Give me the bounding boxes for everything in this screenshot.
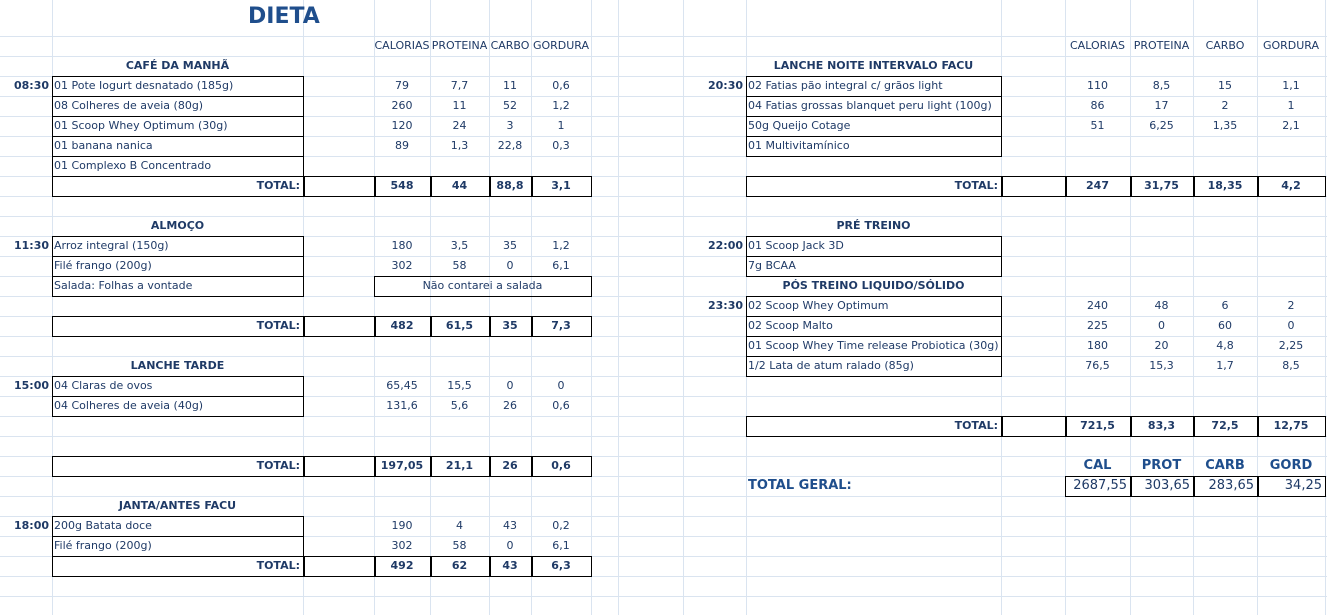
column-header[interactable]: GORDURA	[1262, 39, 1320, 52]
nutrient-value[interactable]: 6,1	[552, 259, 570, 272]
nutrient-value[interactable]: 180	[391, 239, 413, 252]
total-value[interactable]: 43	[502, 559, 518, 572]
total-value[interactable]: 21,1	[445, 459, 474, 472]
nutrient-value[interactable]: 35	[503, 239, 517, 252]
total-value[interactable]: 6,3	[551, 559, 571, 572]
nutrient-value[interactable]: 8,5	[1282, 359, 1300, 372]
nutrient-value[interactable]: 0	[506, 539, 514, 552]
food-item[interactable]: 200g Batata doce	[54, 519, 152, 532]
meal-time[interactable]: 15:00	[13, 379, 49, 392]
gridline-vertical	[1001, 0, 1002, 615]
nutrient-value[interactable]: 302	[391, 539, 413, 552]
nutrient-value[interactable]: 24	[452, 119, 467, 132]
column-header[interactable]: CALORIAS	[374, 39, 430, 52]
nutrient-value[interactable]: 0	[506, 379, 514, 392]
gridline-vertical	[618, 0, 619, 615]
total-value[interactable]: 3,1	[551, 179, 571, 192]
nutrient-value[interactable]: 6,1	[552, 539, 570, 552]
nutrient-value[interactable]: 7,7	[450, 79, 469, 92]
nutrient-value[interactable]: 0,6	[552, 399, 570, 412]
nutrient-value[interactable]: 180	[1087, 339, 1108, 352]
total-value[interactable]: 0,6	[551, 459, 571, 472]
total-value[interactable]: 492	[390, 559, 414, 572]
food-item[interactable]: 01 Scoop Whey Optimum (30g)	[54, 119, 228, 132]
grand-total-value[interactable]: 303,65	[1144, 478, 1190, 493]
total-value[interactable]: 62	[451, 559, 468, 572]
page-title[interactable]: DIETA	[248, 4, 320, 29]
column-header[interactable]: CALORIAS	[1070, 39, 1125, 52]
nutrient-value[interactable]: 2,25	[1278, 339, 1304, 352]
nutrient-value[interactable]: 1,1	[1282, 79, 1300, 92]
total-value[interactable]: 72,5	[1211, 419, 1239, 432]
food-item[interactable]: 7g BCAA	[748, 259, 796, 272]
total-label[interactable]: TOTAL:	[954, 179, 998, 192]
nutrient-value[interactable]: 0	[557, 379, 565, 392]
nutrient-value[interactable]: 0	[1287, 319, 1295, 332]
nutrient-value[interactable]: 131,6	[386, 399, 418, 412]
total-label[interactable]: TOTAL:	[256, 459, 300, 472]
meal-title[interactable]: CAFÉ DA MANHÃ	[125, 59, 230, 72]
total-value[interactable]: 197,05	[380, 459, 424, 472]
nutrient-value[interactable]: 22,8	[497, 139, 523, 152]
meal-time[interactable]: 23:30	[707, 299, 743, 312]
nutrient-value[interactable]: 1,7	[1216, 359, 1234, 372]
nutrient-value[interactable]: 2	[1287, 299, 1295, 312]
gridline-vertical	[591, 0, 592, 615]
gridline-vertical	[303, 0, 304, 615]
grand-total-header[interactable]: PROT	[1141, 458, 1182, 473]
nutrient-value[interactable]: 11	[452, 99, 467, 112]
food-item[interactable]: 50g Queijo Cotage	[748, 119, 851, 132]
total-label[interactable]: TOTAL:	[256, 179, 300, 192]
total-value[interactable]: 548	[390, 179, 414, 192]
nutrient-value[interactable]: 302	[391, 259, 413, 272]
nutrient-value[interactable]: 1	[1287, 99, 1295, 112]
nutrient-value[interactable]: 52	[503, 99, 517, 112]
food-item[interactable]: 02 Fatias pão integral c/ grãos light	[748, 79, 943, 92]
grand-total-header[interactable]: GORD	[1269, 458, 1313, 473]
gridline-horizontal	[0, 196, 1327, 197]
total-value[interactable]: 482	[390, 319, 414, 332]
nutrient-value[interactable]: 240	[1087, 299, 1108, 312]
total-value[interactable]: 721,5	[1080, 419, 1115, 432]
gridline-horizontal	[0, 596, 1327, 597]
nutrient-value[interactable]: 110	[1087, 79, 1108, 92]
nutrient-value[interactable]: 15,5	[447, 379, 472, 392]
food-item[interactable]: 04 Fatias grossas blanquet peru light (100g)	[748, 99, 992, 112]
nutrient-value[interactable]: 89	[395, 139, 409, 152]
total-value[interactable]: 88,8	[496, 179, 524, 192]
food-item[interactable]: 01 Complexo B Concentrado	[54, 159, 212, 172]
meal-title[interactable]: LANCHE TARDE	[130, 359, 225, 372]
gridline-horizontal	[0, 436, 1327, 437]
grand-total-value[interactable]: 2687,55	[1073, 478, 1127, 493]
nutrient-value[interactable]: 0,3	[552, 139, 570, 152]
food-item[interactable]: 04 Colheres de aveia (40g)	[54, 399, 204, 412]
nutrient-value[interactable]: 0	[1158, 319, 1165, 332]
total-label[interactable]: TOTAL:	[256, 559, 300, 572]
total-label[interactable]: TOTAL:	[954, 419, 998, 432]
nutrient-value[interactable]: 1,2	[552, 239, 570, 252]
total-value[interactable]: 44	[451, 179, 468, 192]
nutrient-value[interactable]: 6	[1221, 299, 1229, 312]
total-value[interactable]: 26	[502, 459, 518, 472]
meal-time[interactable]: 22:00	[707, 239, 743, 252]
gridline-horizontal	[0, 576, 1327, 577]
meal-title[interactable]: LANCHE NOITE INTERVALO FACU	[773, 59, 974, 72]
food-item[interactable]: Arroz integral (150g)	[54, 239, 169, 252]
meal-time[interactable]: 08:30	[13, 79, 49, 92]
meal-title[interactable]: PRÉ TREINO	[836, 219, 911, 232]
nutrient-value[interactable]: 1,35	[1212, 119, 1238, 132]
food-item[interactable]: 01 Pote Iogurt desnatado (185g)	[54, 79, 234, 92]
nutrient-value[interactable]: 76,5	[1085, 359, 1110, 372]
food-item[interactable]: Filé frango (200g)	[54, 539, 152, 552]
nutrient-value[interactable]: 79	[395, 79, 409, 92]
nutrient-value[interactable]: 120	[391, 119, 413, 132]
nutrient-value[interactable]: 6,25	[1149, 119, 1174, 132]
meal-title[interactable]: ALMOÇO	[150, 219, 205, 232]
total-label[interactable]: TOTAL:	[256, 319, 300, 332]
nutrient-value[interactable]: 2	[1221, 99, 1229, 112]
nutrient-value[interactable]: 26	[503, 399, 517, 412]
gridline-vertical	[1325, 0, 1326, 615]
nutrient-value[interactable]: 0,6	[552, 79, 570, 92]
nutrient-value[interactable]: 15,3	[1149, 359, 1174, 372]
total-value[interactable]: 83,3	[1147, 419, 1176, 432]
food-item[interactable]: 08 Colheres de aveia (80g)	[54, 99, 204, 112]
nutrient-value[interactable]: 51	[1090, 119, 1105, 132]
meal-title[interactable]: JANTA/ANTES FACU	[118, 499, 237, 512]
nutrient-value[interactable]: 48	[1154, 299, 1169, 312]
grand-total-label[interactable]: TOTAL GERAL:	[748, 478, 852, 493]
grand-total-header[interactable]: CARB	[1205, 458, 1245, 473]
food-item[interactable]: 01 Multivitamínico	[748, 139, 850, 152]
column-header[interactable]: CARBO	[490, 39, 530, 52]
food-item[interactable]: 01 Scoop Jack 3D	[748, 239, 844, 252]
food-item[interactable]: 01 banana nanica	[54, 139, 153, 152]
food-item[interactable]: 02 Scoop Whey Optimum	[748, 299, 889, 312]
grand-total-header[interactable]: CAL	[1083, 458, 1112, 473]
column-header[interactable]: CARBO	[1205, 39, 1245, 52]
nutrient-value[interactable]: 11	[503, 79, 517, 92]
total-value[interactable]: 18,35	[1207, 179, 1243, 192]
meal-time[interactable]: 18:00	[13, 519, 49, 532]
nutrient-value[interactable]: 260	[391, 99, 413, 112]
total-value[interactable]: 61,5	[445, 319, 474, 332]
nutrient-value[interactable]: 60	[1218, 319, 1232, 332]
nutrient-value[interactable]: 5,6	[450, 399, 469, 412]
column-header[interactable]: PROTEINA	[431, 39, 488, 52]
total-value[interactable]: 35	[502, 319, 518, 332]
food-item[interactable]: 01 Scoop Whey Time release Probiotica (30g)	[748, 339, 999, 352]
nutrient-value[interactable]: 4,8	[1216, 339, 1234, 352]
nutrient-value[interactable]: 65,45	[386, 379, 418, 392]
nutrient-value[interactable]: 190	[391, 519, 413, 532]
nutrient-value[interactable]: 58	[452, 539, 467, 552]
total-value[interactable]: 247	[1086, 179, 1109, 192]
food-item[interactable]: 02 Scoop Malto	[748, 319, 833, 332]
meal-title[interactable]: PÓS TREINO LIQUIDO/SÓLIDO	[782, 279, 965, 292]
nutrient-value[interactable]: 58	[452, 259, 467, 272]
food-item[interactable]: Salada: Folhas a vontade	[54, 279, 193, 292]
note-text[interactable]: Não contarei a salada	[422, 279, 543, 292]
food-item[interactable]: 04 Claras de ovos	[54, 379, 153, 392]
nutrient-value[interactable]: 225	[1087, 319, 1108, 332]
food-item[interactable]: 1/2 Lata de atum ralado (85g)	[748, 359, 914, 372]
total-value[interactable]: 12,75	[1273, 419, 1309, 432]
total-value[interactable]: 7,3	[551, 319, 571, 332]
nutrient-value[interactable]: 86	[1090, 99, 1105, 112]
nutrient-value[interactable]: 1,3	[450, 139, 469, 152]
nutrient-value[interactable]: 0	[506, 259, 514, 272]
nutrient-value[interactable]: 17	[1154, 99, 1169, 112]
nutrient-value[interactable]: 2,1	[1282, 119, 1300, 132]
nutrient-value[interactable]: 4	[456, 519, 463, 532]
nutrient-value[interactable]: 0,2	[552, 519, 570, 532]
nutrient-value[interactable]: 3,5	[450, 239, 469, 252]
nutrient-value[interactable]: 20	[1154, 339, 1169, 352]
food-item[interactable]: Filé frango (200g)	[54, 259, 152, 272]
total-value[interactable]: 31,75	[1144, 179, 1179, 192]
meal-time[interactable]: 20:30	[707, 79, 743, 92]
nutrient-value[interactable]: 3	[506, 119, 514, 132]
grand-total-value[interactable]: 283,65	[1208, 478, 1254, 493]
nutrient-value[interactable]: 1	[557, 119, 565, 132]
nutrient-value[interactable]: 43	[503, 519, 517, 532]
nutrient-value[interactable]: 1,2	[552, 99, 570, 112]
column-header[interactable]: GORDURA	[532, 39, 590, 52]
meal-time[interactable]: 11:30	[13, 239, 49, 252]
total-value[interactable]: 4,2	[1281, 179, 1301, 192]
nutrient-value[interactable]: 8,5	[1152, 79, 1171, 92]
column-header[interactable]: PROTEINA	[1133, 39, 1190, 52]
nutrient-value[interactable]: 15	[1218, 79, 1232, 92]
grand-total-value[interactable]: 34,25	[1284, 478, 1322, 493]
